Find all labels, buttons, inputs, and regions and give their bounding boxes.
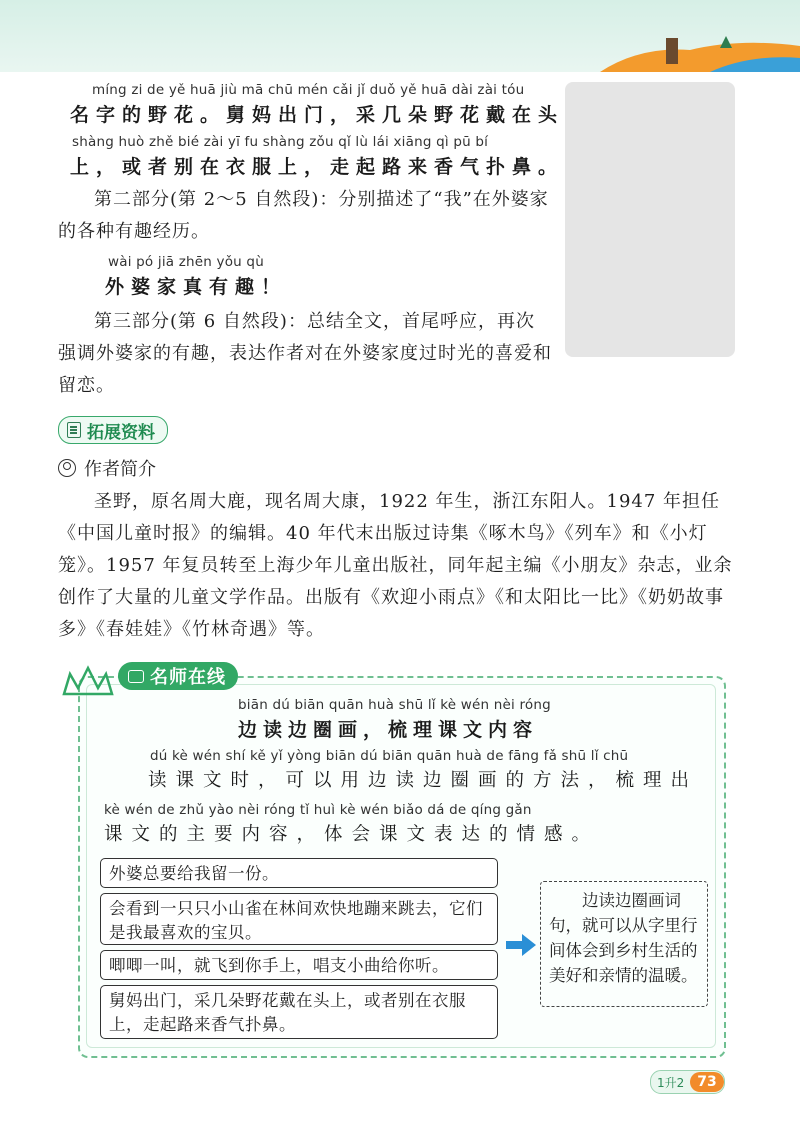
top-banner <box>0 0 800 72</box>
landscape-illustration <box>600 28 800 72</box>
crown-decoration-icon <box>60 664 116 698</box>
page-number: 73 <box>690 1072 723 1092</box>
part2-summary: 第二部分(第 2～5 自然段)：分别描述了“我”在外婆家的各种有趣经历。 <box>58 189 549 242</box>
teacher-online-badge <box>118 662 238 690</box>
author-heading-text: 作者简介 <box>84 459 156 480</box>
grade-label: 1升2 <box>657 1075 685 1090</box>
author-bio: 圣野，原名周大鹿，现名周大康，1922 年生，浙江东阳人。1947 年担任《中国儿童时报》的编辑。40 年代末出版过诗集《啄木鸟》《列车》和《小灯笼》。1957 年复员转至上海少年儿童出版社，同年起主编《小朋友》杂志，业余创作了大量的儿童文学作品。出版有《欢迎小雨点》《和太阳比一比》《奶奶故事多》《春娃娃》《竹林奇遇》等。 <box>58 491 733 640</box>
quote-box: 唧唧一叫，就飞到你手上，唱支小曲给你听。 <box>100 950 498 980</box>
pinyin-line: míng zi de yě huā jiù mā chū mén cǎi jǐ duǒ yě huā dài zài tóu <box>92 82 525 98</box>
part3-summary: 第三部分(第 6 自然段)：总结全文，首尾呼应，再次强调外婆家的有趣，表达作者对在外婆家度过时光的喜爱和留恋。 <box>58 311 552 396</box>
quote-box: 外婆总要给我留一份。 <box>100 858 498 888</box>
side-illustration-card <box>565 82 735 357</box>
reading-tip-note: 边读边圈画词句，就可以从字里行间体会到乡村生活的美好和亲情的温暖。 <box>540 881 708 1007</box>
teacher-line: 课文的主要内容，体会课文表达的情感。 <box>104 824 600 845</box>
text-line: 上，或者别在衣服上，走起路来香气扑鼻。 <box>70 156 565 178</box>
quote-line: 外婆家真有趣！ <box>105 276 288 298</box>
arrow-right-icon <box>506 934 536 956</box>
page-number-badge <box>650 1070 725 1094</box>
pinyin-line: biān dú biān quān huà shū lǐ kè wén nèi róng <box>238 697 551 713</box>
section-badge-extended <box>58 416 168 444</box>
chat-icon <box>128 670 144 683</box>
pinyin-line: wài pó jiā zhēn yǒu qù <box>108 254 264 270</box>
pinyin-line: dú kè wén shí kě yǐ yòng biān dú biān quān huà de fāng fǎ shū lǐ chū <box>150 748 629 764</box>
text-line: 名字的野花。舅妈出门，采几朵野花戴在头 <box>70 104 565 126</box>
author-heading <box>58 455 156 481</box>
pinyin-line: kè wén de zhǔ yào nèi róng tǐ huì kè wén biǎo dá de qíng gǎn <box>104 802 532 818</box>
pinyin-line: shàng huò zhě bié zài yī fu shàng zǒu qǐ lù lái xiāng qì pū bí <box>72 134 489 150</box>
quote-box: 舅妈出门，采几朵野花戴在头上，或者别在衣服上，走起路来香气扑鼻。 <box>100 985 498 1039</box>
document-icon <box>67 422 81 438</box>
section-title: 拓展资料 <box>87 422 155 443</box>
teacher-title: 边读边圈画，梳理课文内容 <box>238 719 539 741</box>
quote-box: 会看到一只只小山雀在林间欢快地蹦来跳去，它们是我最喜欢的宝贝。 <box>100 893 498 945</box>
teacher-line: 读课文时，可以用边读边圈画的方法，梳理出 <box>148 770 699 791</box>
teacher-badge-label: 名师在线 <box>150 667 226 688</box>
person-icon <box>58 459 76 477</box>
